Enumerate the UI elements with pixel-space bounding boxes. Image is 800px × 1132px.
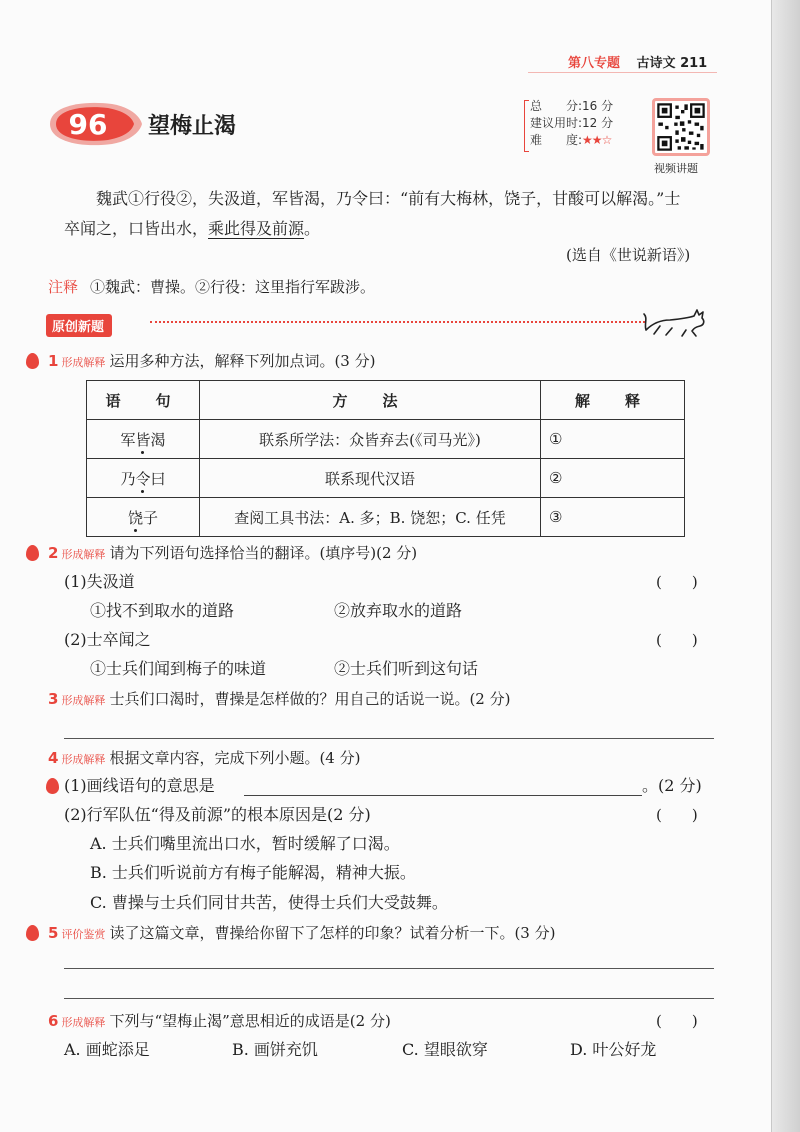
notes [48, 276, 375, 297]
question-type: 形成解释 [61, 1016, 106, 1029]
table-header: 解 释 [541, 381, 685, 420]
qr-caption: 视频讲题 [654, 162, 698, 175]
difficulty-stars: ★★☆ [582, 133, 612, 147]
option[interactable]: ①士兵们闻到梅子的味道 [90, 659, 267, 678]
question-6 [48, 1010, 391, 1034]
question-4 [48, 747, 360, 771]
sentence-cell: 乃令曰 [87, 459, 200, 498]
option-b[interactable]: B. 士兵们听说前方有梅子能解渴，精神大振。 [90, 863, 416, 882]
stats-time: 建议用时:12 分 [530, 116, 614, 130]
stats-total: 总 分:16 分 [530, 99, 614, 113]
question-type: 形成解释 [61, 753, 106, 766]
option[interactable]: ②士兵们听到这句话 [334, 659, 479, 678]
lesson-stats [530, 98, 613, 149]
table-header: 方 法 [200, 381, 541, 420]
option-a[interactable]: A. 士兵们嘴里流出口水，暂时缓解了口渴。 [90, 834, 400, 853]
question-type: 评价鉴赏 [61, 928, 106, 941]
sentence-cell: 军皆渴 [87, 420, 200, 459]
page-number: 211 [680, 56, 708, 71]
header-category: 古诗文 [636, 56, 676, 71]
flame-icon [26, 353, 39, 369]
passage-source: (选自《世说新语》) [566, 246, 691, 264]
stats-difficulty: 难 度:★★☆ [530, 133, 612, 147]
qr-code-icon[interactable] [652, 98, 710, 156]
table-row [87, 420, 685, 459]
option[interactable]: ①找不到取水的道路 [90, 601, 235, 620]
flame-icon [46, 778, 59, 794]
answer-cell[interactable]: ② [541, 459, 685, 498]
answer-paren[interactable]: ( ) [656, 1012, 698, 1030]
answer-paren[interactable]: ( ) [656, 631, 698, 649]
answer-line[interactable] [64, 998, 714, 999]
option-c[interactable]: C. 曹操与士兵们同甘共苦，使得士兵们大受鼓舞。 [90, 893, 448, 912]
option-a[interactable]: A. 画蛇添足 [64, 1040, 150, 1059]
table-row [87, 498, 685, 537]
question-type: 形成解释 [61, 548, 106, 561]
q4-sub-1: (1)画线语句的意思是 [64, 775, 215, 797]
running-header [568, 52, 707, 71]
table-header: 语 句 [87, 381, 200, 420]
option-d[interactable]: D. 叶公好龙 [570, 1040, 657, 1059]
method-cell: 联系所学法：众皆弃去(《司马光》) [200, 420, 541, 459]
answer-paren[interactable]: ( ) [656, 806, 698, 824]
question-number: 1 [48, 352, 59, 370]
flame-icon [26, 545, 39, 561]
lesson-number: 96 [68, 108, 108, 141]
option-c[interactable]: C. 望眼欲穿 [402, 1040, 488, 1059]
answer-cell[interactable]: ③ [541, 498, 685, 537]
question-number: 5 [48, 924, 59, 942]
cat-icon [642, 304, 712, 338]
option-b[interactable]: B. 画饼充饥 [232, 1040, 318, 1059]
question-text: 士兵们口渴时，曹操是怎样做的？用自己的话说一说。(2 分) [109, 690, 511, 708]
option[interactable]: ②放弃取水的道路 [334, 601, 463, 620]
q4-sub-1-score: 。(2 分) [642, 776, 702, 795]
question-text: 下列与“望梅止渴”意思相近的成语是(2 分) [109, 1012, 391, 1030]
method-cell: 联系现代汉语 [200, 459, 541, 498]
table-row [87, 459, 685, 498]
passage-line-1: 魏武①行役②，失汲道，军皆渴，乃令曰：“前有大梅林，饶子，甘酸可以解渴。”士 [96, 189, 681, 208]
question-text: 读了这篇文章，曹操给你留下了怎样的印象？试着分析一下。(3 分) [109, 924, 556, 942]
lesson-title: 望梅止渴 [148, 114, 237, 139]
q2-sub-1: (1)失汲道 [64, 572, 135, 591]
question-text: 根据文章内容，完成下列小题。(4 分) [109, 749, 361, 767]
question-number: 3 [48, 690, 59, 708]
sentence-cell: 饶子 [87, 498, 200, 537]
underlined-sentence: 乘此得及前源 [208, 219, 305, 238]
question-type: 形成解释 [61, 694, 106, 707]
method-cell: 查阅工具书法：A. 多；B. 饶恕；C. 任凭 [200, 498, 541, 537]
section-tag: 原创新题 [46, 314, 112, 337]
notes-text: ①魏武：曹操。②行役：这里指行军跋涉。 [90, 278, 376, 296]
question-2 [48, 542, 417, 566]
answer-cell[interactable]: ① [541, 420, 685, 459]
dotted-divider [150, 321, 645, 323]
passage [64, 184, 714, 244]
answer-blank[interactable] [244, 795, 642, 796]
answer-paren[interactable]: ( ) [656, 573, 698, 591]
question-1 [48, 350, 375, 374]
answer-line[interactable] [64, 738, 714, 739]
question-text: 运用多种方法，解释下列加点词。(3 分) [109, 352, 376, 370]
question-number: 4 [48, 749, 59, 767]
question-number: 2 [48, 544, 59, 562]
passage-line-2: 卒闻之，口皆出水，乘此得及前源。 [64, 219, 321, 238]
question-5 [48, 922, 555, 946]
q2-sub-2: (2)士卒闻之 [64, 630, 151, 649]
header-rule [528, 72, 717, 73]
flame-icon [26, 925, 39, 941]
question-3 [48, 688, 510, 712]
header-section: 第八专题 [568, 56, 621, 71]
page-edge [771, 0, 800, 1132]
q1-table [86, 380, 685, 537]
question-number: 6 [48, 1012, 59, 1030]
notes-label: 注释 [48, 278, 79, 296]
q4-sub-2: (2)行军队伍“得及前源”的根本原因是(2 分) [64, 805, 371, 824]
answer-line[interactable] [64, 968, 714, 969]
question-type: 形成解释 [61, 356, 106, 369]
question-text: 请为下列语句选择恰当的翻译。(填序号)(2 分) [109, 544, 418, 562]
lesson-badge [42, 98, 142, 150]
stats-bracket [524, 100, 529, 152]
